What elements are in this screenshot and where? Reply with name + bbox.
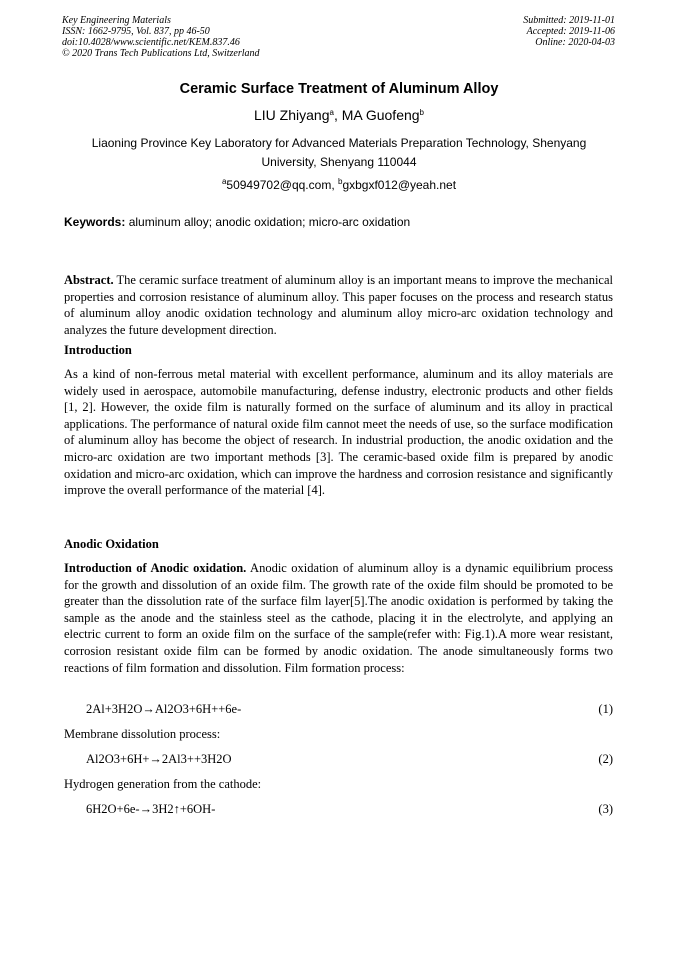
- abstract: [64, 272, 613, 338]
- author-name: LIU Zhiyang: [254, 107, 330, 123]
- accepted-date: Accepted: 2019-11-06: [526, 26, 615, 37]
- journal-copyright: © 2020 Trans Tech Publications Ltd, Switzerland: [62, 48, 260, 59]
- paper-title: Ceramic Surface Treatment of Aluminum Alloy: [179, 81, 499, 97]
- equation-number: (3): [598, 802, 613, 816]
- keywords: [64, 215, 410, 229]
- equation-1: [86, 702, 613, 717]
- keywords-text: aluminum alloy; anodic oxidation; micro-arc oxidation: [125, 215, 411, 229]
- author-affiliation-mark: a: [329, 108, 334, 117]
- email-separator: ,: [331, 178, 338, 192]
- submitted-date: Submitted: 2019-11-01: [523, 15, 615, 26]
- email-link[interactable]: gxbgxf012@yeah.net: [342, 178, 457, 192]
- equation-formula: 6H2O+6e-→3H2↑+6OH-: [86, 802, 216, 816]
- journal-issn: ISSN: 1662-9795, Vol. 837, pp 46-50: [62, 26, 210, 37]
- author-name: MA Guofeng: [341, 107, 420, 123]
- email-mark: b: [338, 177, 343, 186]
- journal-name: Key Engineering Materials: [62, 15, 171, 26]
- email-mark: a: [221, 177, 227, 186]
- section-heading-introduction: Introduction: [64, 343, 132, 357]
- abstract-text: The ceramic surface treatment of aluminum alloy is an important means to improve the mechanical properties and corrosion resistance of aluminum alloy. This paper focuses on the process and research status of aluminum alloy anodic oxidation technology and aluminum alloy micro-arc oxidation technology and analyzes the future development direction.: [64, 273, 613, 337]
- equation-formula: Al2O3+6H+→2Al3++3H2O: [86, 752, 232, 766]
- equation-number: (2): [598, 752, 613, 766]
- equation-number: (1): [598, 702, 613, 716]
- anodic-paragraph: [64, 560, 613, 676]
- affiliation: Liaoning Province Key Laboratory for Advanced Materials Preparation Technology, Shenyang University, Shenyang 110044: [91, 136, 587, 169]
- equation-2: [86, 752, 613, 767]
- hydrogen-generation-label: Hydrogen generation from the cathode:: [64, 777, 262, 791]
- email-link[interactable]: 50949702@qq.com: [226, 178, 332, 192]
- anodic-text: Anodic oxidation of aluminum alloy is a dynamic equilibrium process for the growth and dissolution of an oxide film. The growth rate of the oxide film should be promoted to be greater than the dissolution rate of the surface film layer[5].The anodic oxidation is performed by taking the sample as the anode and the stainless steel as the cathode, placing it in the electrolyte, and applying an electric current to form an oxide film on the surface of the sample(refer with: Fig.1).A more wear resistant, corrosion resistant oxide film can be formed by anodic oxidation. The anode simultaneously forms two reactions of film formation and dissolution. Film formation process:: [64, 561, 613, 675]
- membrane-dissolution-label: Membrane dissolution process:: [64, 727, 221, 741]
- online-date: Online: 2020-04-03: [535, 37, 615, 48]
- introduction-paragraph: As a kind of non-ferrous metal material with excellent performance, aluminum and its alloy materials are widely used in aerospace, automobile manufacturing, defense industry, electronic products and other fields [1, 2]. However, the oxide film is naturally formed on the surface of aluminum and its alloy in practical applications. The performance of natural oxide film cannot meet the needs of use, so the surface modification of aluminum alloy has become the object of research. In industrial production, the anodic oxidation and the micro-arc oxidation are two important methods [3]. The ceramic-based oxide film is prepared by anodic oxidation and micro-arc oxidation, which can improve the hardness and corrosion resistance and significantly improve the overall performance of the material [4].: [64, 367, 613, 498]
- section-heading-anodic-oxidation: Anodic Oxidation: [64, 537, 159, 551]
- abstract-label: Abstract.: [64, 273, 114, 287]
- author-separator: ,: [333, 107, 342, 123]
- subsection-heading: Introduction of Anodic oxidation.: [64, 561, 247, 575]
- equation-formula: 2Al+3H2O→Al2O3+6H++6e-: [86, 702, 242, 716]
- author-list: [0, 107, 678, 123]
- author-emails: [0, 177, 678, 192]
- journal-header-right: [523, 15, 615, 48]
- author-affiliation-mark: b: [419, 108, 424, 117]
- keywords-label: Keywords:: [64, 215, 126, 229]
- journal-doi[interactable]: doi:10.4028/www.scientific.net/KEM.837.46: [62, 37, 240, 48]
- journal-header-left: [62, 15, 260, 59]
- equation-3: [86, 802, 613, 817]
